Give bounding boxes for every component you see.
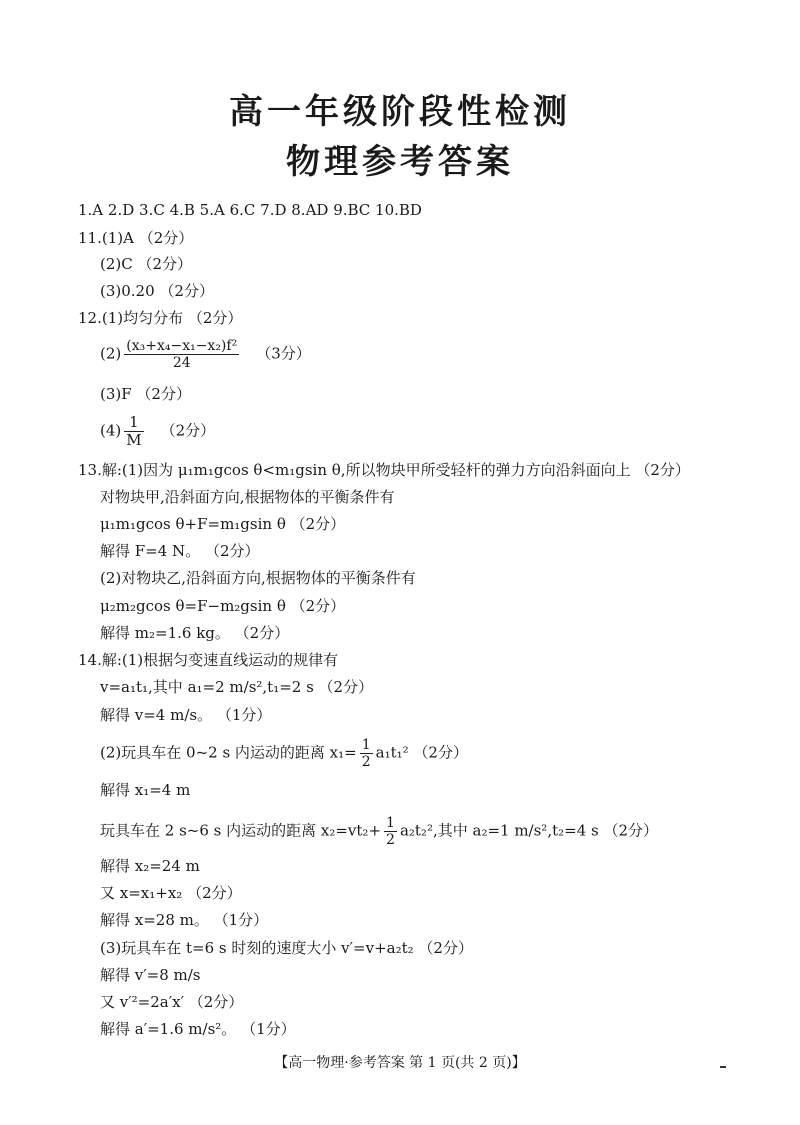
q14-line3: 解得 v=4 m/s。 （1分） (100, 706, 272, 724)
q13-line4: 解得 F=4 N。 （2分） (100, 542, 260, 560)
q12-part3: (3)F （2分） (100, 385, 191, 403)
q12-part2-fraction (124, 338, 239, 371)
q12-part2-label: (2) (100, 344, 122, 363)
q14-line4 (100, 737, 468, 770)
fraction-denominator: 2 (386, 832, 395, 848)
q13-line7: 解得 m₂=1.6 kg。 （2分） (100, 624, 290, 642)
q14-line1: 14.解:(1)根据匀变速直线运动的规律有 (78, 651, 339, 669)
q12-part1: 12.(1)均匀分布 （2分） (78, 309, 243, 327)
fraction-numerator: 1 (386, 815, 395, 831)
q13-line1: 13.解:(1)因为 μ₁m₁gcos θ<m₁gsin θ,所以物块甲所受轻杆的弹力方向沿斜面向上 （2分） (78, 461, 690, 479)
q14-line13: 解得 a′=1.6 m/s²。 （1分） (100, 1020, 296, 1038)
fraction-denominator: 24 (172, 355, 191, 371)
q14-line6-fraction (384, 815, 397, 848)
fraction-denominator: 2 (361, 754, 371, 770)
q12-part2 (100, 338, 311, 371)
q12-part2-score: （3分） (256, 344, 311, 363)
fraction-numerator: 1 (361, 737, 371, 753)
fraction-numerator: 1 (124, 414, 143, 432)
q12-part4-score: （2分） (160, 421, 216, 440)
q12-part4 (100, 414, 215, 449)
page-footer: 【高一物理·参考答案 第 1 页(共 2 页)】 (274, 1055, 526, 1071)
q14-line12: 又 v′²=2a′x′ （2分） (100, 993, 244, 1011)
q13-line3: μ₁m₁gcos θ+F=m₁gsin θ （2分） (100, 515, 346, 533)
q11-part1: 11.(1)A （2分） (78, 229, 194, 247)
q12-part4-fraction (124, 414, 143, 449)
q14-line4-fraction (360, 737, 373, 770)
q14-line6 (100, 815, 658, 848)
q14-line7: 解得 x₂=24 m (100, 857, 200, 875)
q14-line8: 又 x=x₁+x₂ （2分） (100, 884, 242, 902)
q14-line10: (3)玩具车在 t=6 s 时刻的速度大小 v′=v+a₂t₂ （2分） (100, 939, 473, 957)
q14-line4-text: (2)玩具车在 0~2 s 内运动的距离 x₁= (100, 743, 357, 762)
q14-line9: 解得 x=28 m。 （1分） (100, 911, 269, 929)
page-title: 高一年级阶段性检测 (229, 92, 571, 132)
q13-line5: (2)对物块乙,沿斜面方向,根据物体的平衡条件有 (100, 569, 416, 587)
multiple-choice-answers: 1.A 2.D 3.C 4.B 5.A 6.C 7.D 8.AD 9.BC 10.BD (78, 201, 422, 219)
q14-line5: 解得 x₁=4 m (100, 781, 191, 799)
q14-line11: 解得 v′=8 m/s (100, 966, 201, 984)
q13-line2: 对物块甲,沿斜面方向,根据物体的平衡条件有 (100, 488, 395, 506)
q11-part3: (3)0.20 （2分） (100, 282, 214, 300)
corner-mark (720, 1066, 726, 1068)
fraction-numerator: (x₃+x₄−x₁−x₂)f² (126, 338, 238, 354)
q12-part4-label: (4) (100, 421, 122, 440)
page-subtitle: 物理参考答案 (286, 142, 514, 182)
q13-line6: μ₂m₂gcos θ=F−m₂gsin θ （2分） (100, 597, 346, 615)
q14-line6-text-end: a₂t₂²,其中 a₂=1 m/s²,t₂=4 s （2分） (399, 821, 659, 840)
fraction-denominator: M (126, 431, 142, 449)
q14-line2: v=a₁t₁,其中 a₁=2 m/s²,t₁=2 s （2分） (100, 678, 374, 696)
q11-part2: (2)C （2分） (100, 255, 193, 273)
q14-line6-text: 玩具车在 2 s~6 s 内运动的距离 x₂=vt₂+ (100, 821, 382, 840)
q14-line4-text-end: a₁t₁² （2分） (375, 743, 468, 762)
